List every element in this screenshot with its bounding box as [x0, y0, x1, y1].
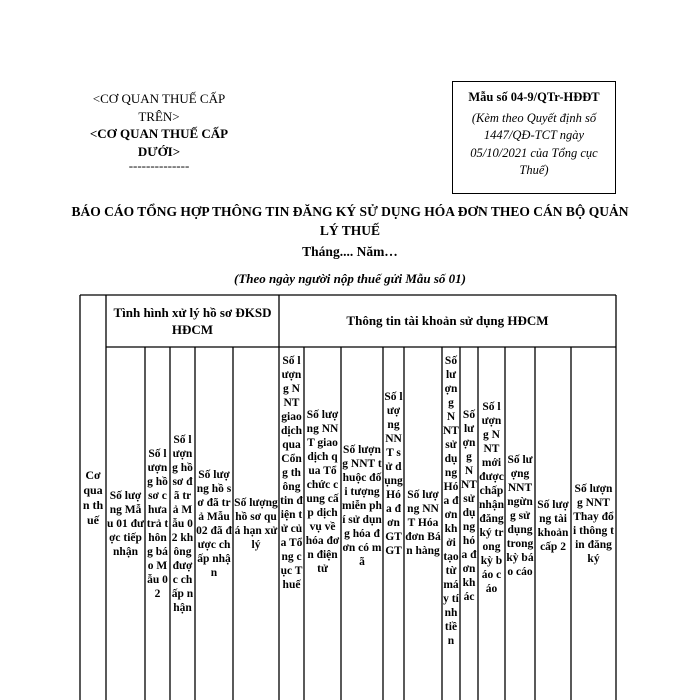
header-processing-pending: Số lượng hồ sơ chưa trả thông báo Mẫu 02: [146, 448, 169, 600]
header-accounts-portal: Số lượng NNT giao dịch qua Cổng thông tin điện tử của Tổng cục Thuế: [280, 355, 303, 591]
header-accounts-cash-register: Số lượng NNT sử dụng Hóa đơn khởi tạo từ máy tính tiền: [443, 355, 459, 647]
header-processing-rejected: Số lượng hồ sơ đã trả Mẫu 02 không được chấp nhận: [171, 434, 194, 614]
header-accounts-info-change: Số lượng NNT Thay đổi thông tin đăng ký: [573, 483, 614, 565]
report-period: Tháng.... Năm…: [302, 244, 398, 259]
issuing-agency-block: [75, 90, 243, 172]
header-group-processing: Tình hình xử lý hồ sơ ĐKSD HĐCM: [113, 305, 272, 337]
header-accounts-stopped: Số lượng NNT ngừng sử dụng trong kỳ báo cáo: [506, 454, 534, 578]
report-title: BÁO CÁO TỔNG HỢP THÔNG TIN ĐĂNG KÝ SỬ DỤNG HÓA ĐƠN THEO CÁN BỘ QUẢN LÝ THUẾ: [71, 204, 629, 238]
agency-upper-name: <CƠ QUAN THUẾ CẤP TRÊN>: [92, 91, 226, 124]
header-group-accounts: Thông tin tài khoản sử dụng HĐCM: [346, 313, 549, 328]
form-code: Mẫu số 04-9/QTr-HĐĐT: [468, 90, 600, 104]
report-subtitle: (Theo ngày người nộp thuế gửi Mẫu số 01): [233, 271, 467, 286]
agency-lower-name: <CƠ QUAN THUẾ CẤP DƯỚI>: [89, 126, 229, 159]
form-code-box: [452, 81, 616, 194]
header-accounts-provider: Số lượng NNT giao dịch qua Tổ chức cung cấp dịch vụ về hóa đơn điện tử: [305, 409, 340, 575]
agency-separator: --------------: [128, 158, 190, 173]
header-processing-received: Số lượng Mẫu 01 được tiếp nhận: [107, 490, 144, 558]
header-processing-overdue: Số lượng hồ sơ quá hạn xử lý: [234, 497, 278, 551]
header-accounts-vat-invoice: Số lượng NNT sử dụng Hóa đơn GTGT: [384, 391, 403, 557]
header-accounts-free-use: Số lượng NNT thuộc đối tượng miễn phí sử dụng hóa đơn có mã: [342, 444, 382, 568]
header-accounts-sales-invoice: Số lượng NNT Hóa đơn Bán hàng: [405, 489, 441, 557]
form-decision-note: (Kèm theo Quyết định số 1447/QĐ-TCT ngày 05/10/2021 của Tổng cục Thuế): [470, 110, 598, 177]
header-accounts-other-invoice: Số lượng NNT sử dụng hóa đơn khác: [461, 409, 477, 603]
header-agency-column: Cơ quan thuế: [82, 468, 104, 527]
header-accounts-level2: Số lượng tài khoản cấp 2: [537, 499, 569, 553]
header-accounts-new-registered: Số lượng NNT mới được chấp nhận đăng ký trong kỳ báo cáo: [479, 401, 504, 595]
header-processing-accepted: Số lượng hồ sơ đã trả Mẫu 02 đã được chấp nhận: [196, 469, 232, 579]
